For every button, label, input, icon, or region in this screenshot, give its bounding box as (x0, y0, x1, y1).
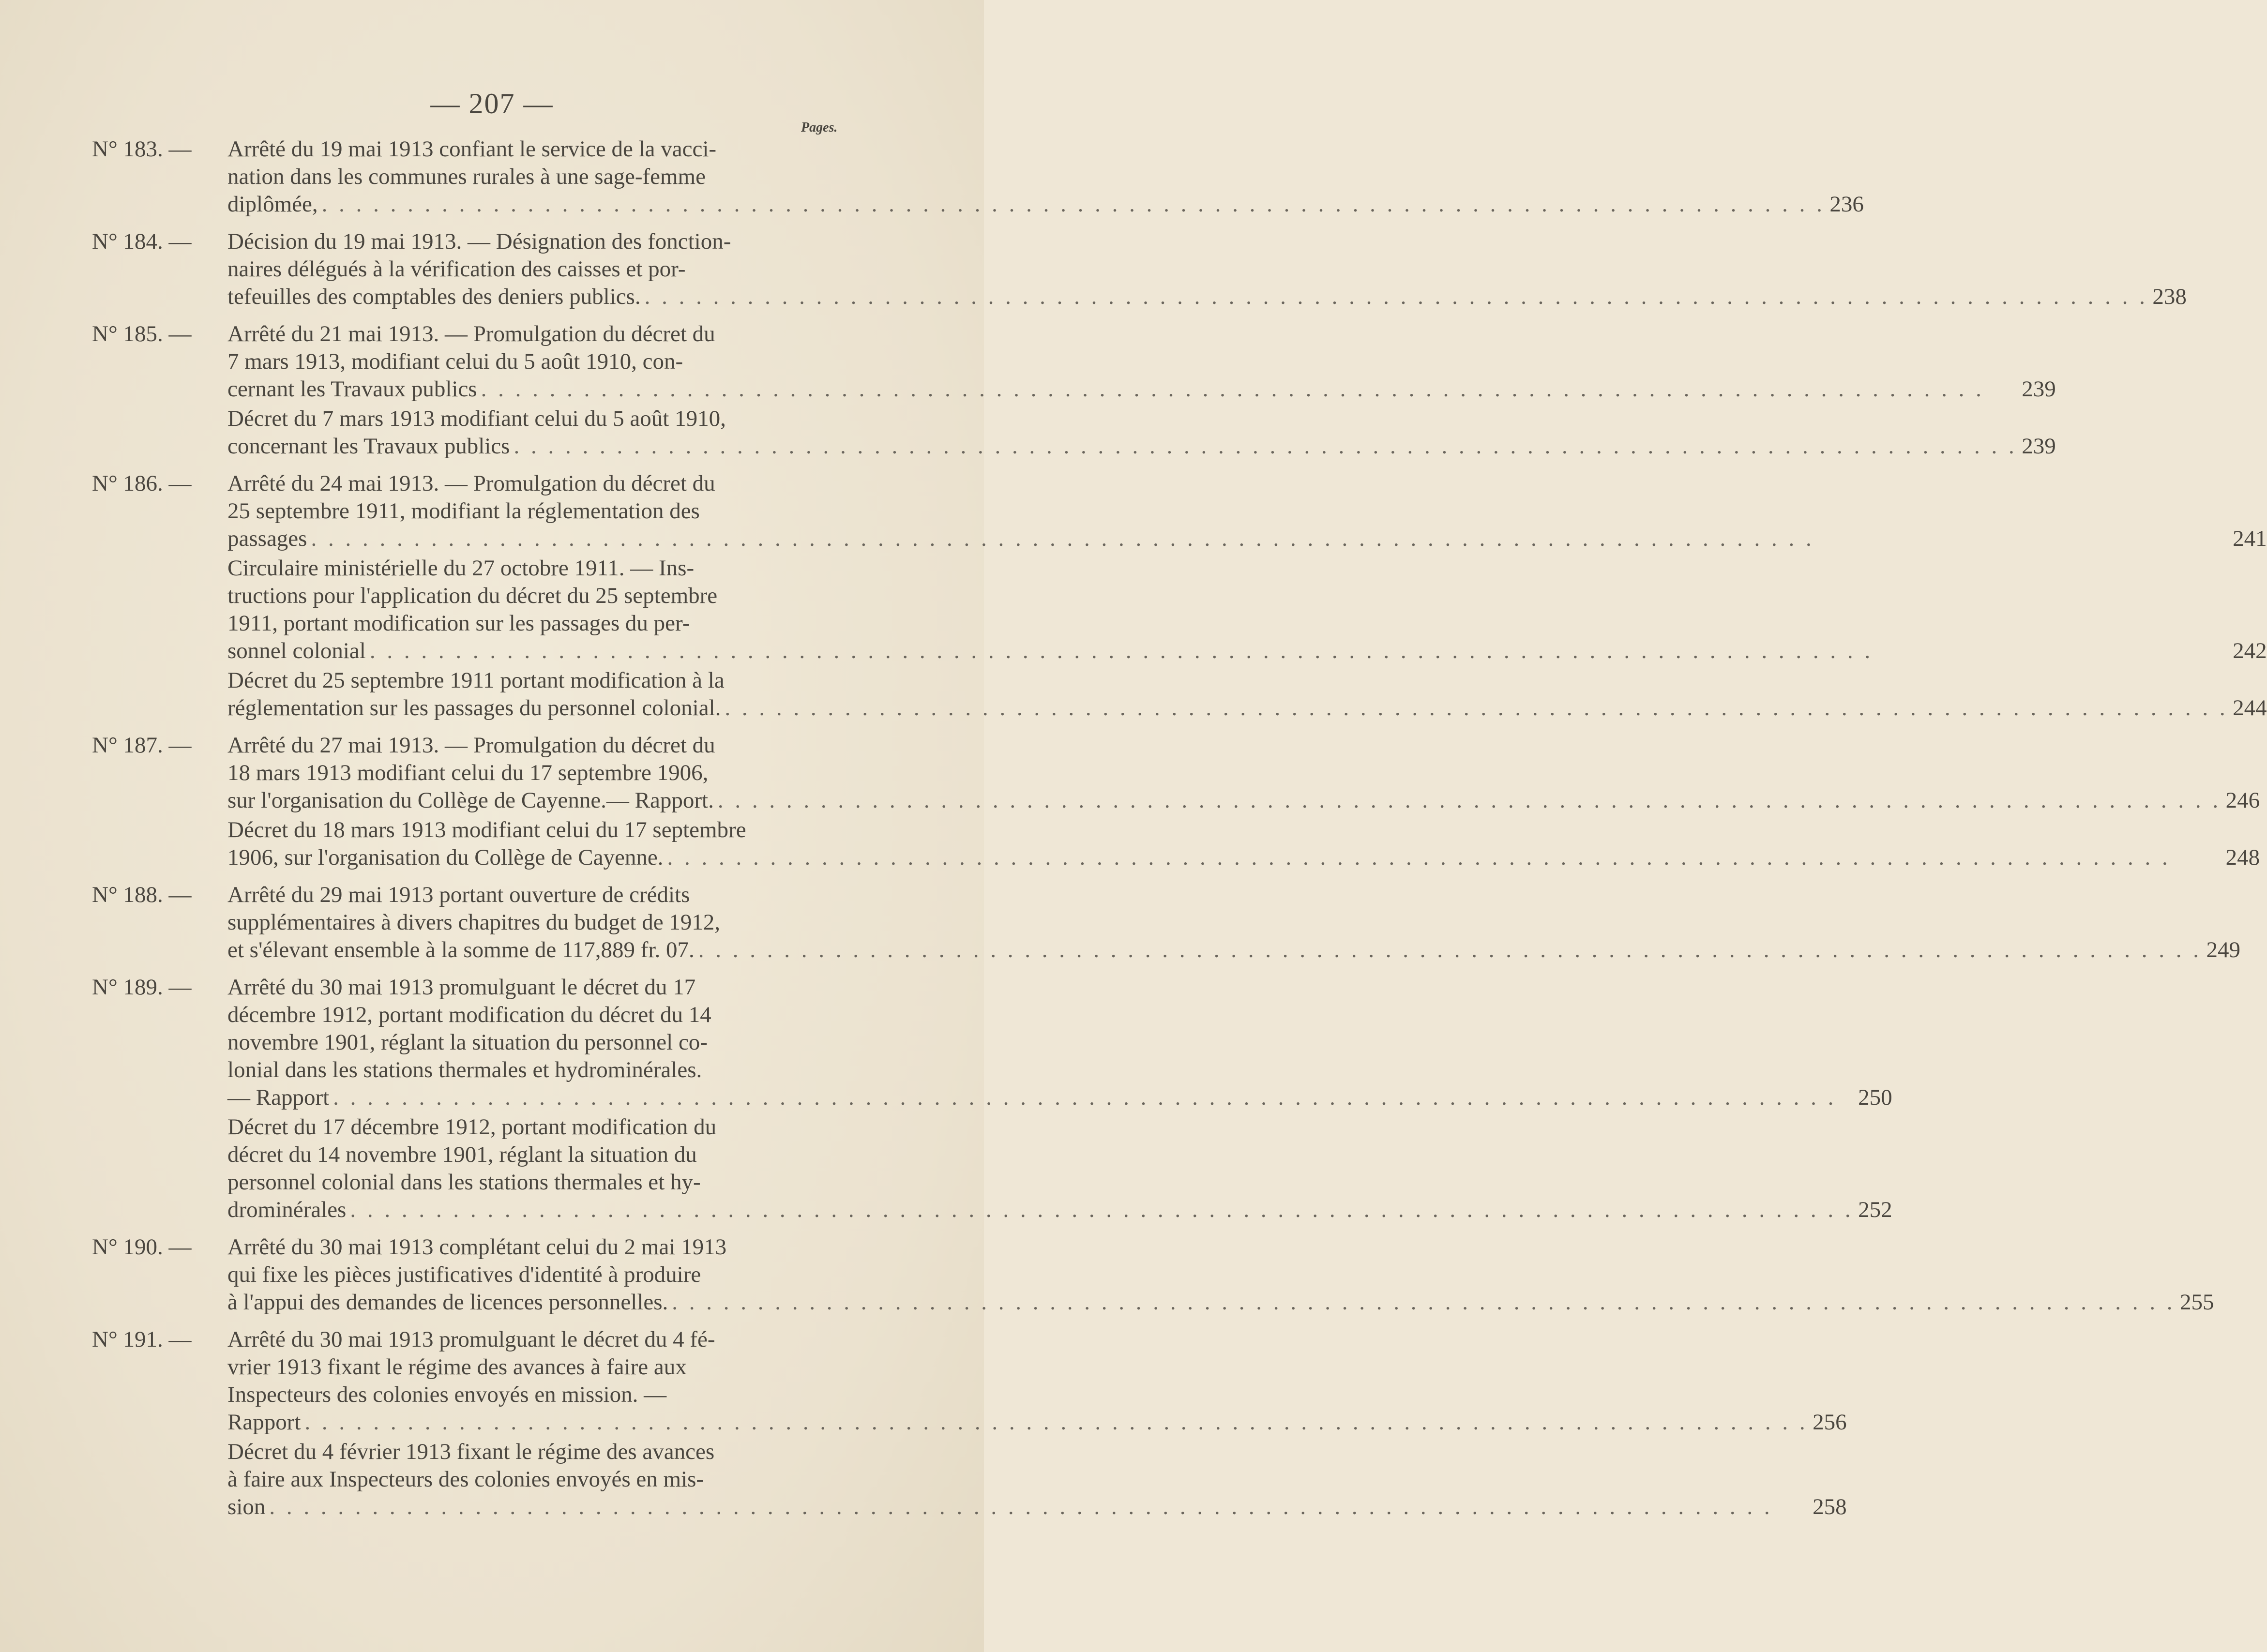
entry-body (227, 470, 2267, 722)
entry-last-line (227, 1084, 1892, 1111)
entry-line: qui fixe les pièces justificatives d'identité à produire (227, 1262, 701, 1287)
entry-body (227, 228, 2187, 311)
toc-entry (92, 881, 2240, 964)
entry-line: Arrêté du 30 mai 1913 promulguant le décret du 4 fé- (227, 1327, 715, 1352)
entry-text (227, 732, 2260, 814)
entry-body (227, 974, 1892, 1224)
toc-entry (92, 1326, 1847, 1521)
entry-number: N° 188. — (92, 882, 192, 907)
toc-entry (92, 135, 1864, 218)
entry-line: Arrêté du 30 mai 1913 promulguant le décret du 17 (227, 975, 696, 1000)
entry-last-line (227, 694, 2267, 722)
entry-last-line (227, 1493, 1847, 1521)
entry-line: Décret du 17 décembre 1912, portant modification du (227, 1114, 717, 1140)
leader-dots (667, 844, 2221, 871)
leader-dots (481, 375, 2017, 403)
entry-body (227, 1233, 2214, 1316)
entry-line: Décret du 18 mars 1913 modifiant celui du 17 septembre (227, 817, 746, 842)
entry-line: Arrêté du 24 mai 1913. — Promulgation du décret du (227, 471, 715, 496)
sub-entry (227, 405, 2056, 460)
entry-text (227, 974, 1892, 1111)
entry-line: Décret du 25 septembre 1911 portant modification à la (227, 668, 725, 693)
entry-line: Circulaire ministérielle du 27 octobre 1911. — Ins- (227, 556, 695, 581)
entry-line: 7 mars 1913, modifiant celui du 5 août 1910, con- (227, 349, 683, 374)
leader-dots (514, 433, 2017, 460)
page-number: 255 (2180, 1290, 2214, 1315)
page-number: 256 (1813, 1410, 1847, 1435)
entry-line-end: sur l'organisation du Collège de Cayenne.— Rapport. (227, 788, 714, 813)
page-number: 246 (2225, 788, 2260, 813)
entry-body (227, 1326, 1847, 1521)
toc-entry (92, 228, 2187, 311)
leader-dots (350, 1196, 1853, 1224)
leader-dots (333, 1084, 1853, 1111)
page-folio: — 207 — (430, 88, 554, 120)
entry-number: N° 190. — (92, 1234, 192, 1260)
entry-number: N° 183. — (92, 136, 192, 162)
page-number: 248 (2225, 845, 2260, 870)
entry-line: vrier 1913 fixant le régime des avances à faire aux (227, 1354, 687, 1380)
entry-body (227, 881, 2240, 964)
entry-line-end: réglementation sur les passages du personnel colonial. (227, 695, 721, 721)
entry-line: Décret du 4 février 1913 fixant le régime des avances (227, 1439, 715, 1464)
entry-line: Arrêté du 19 mai 1913 confiant le service de la vacci- (227, 136, 717, 162)
entry-last-line (227, 433, 2056, 460)
leader-dots (304, 1409, 1808, 1436)
page-number: 242 (2233, 638, 2267, 663)
entry-line: décret du 14 novembre 1901, réglant la situation du (227, 1142, 697, 1167)
entry-line-end: à l'appui des demandes de licences personnelles. (227, 1290, 668, 1315)
entry-last-line (227, 191, 1864, 218)
entry-last-line (227, 787, 2260, 814)
entry-line-end: Rapport (227, 1410, 301, 1435)
leader-dots (718, 787, 2221, 814)
page-number: 239 (2022, 376, 2056, 402)
page-number: 252 (1858, 1197, 1892, 1222)
page-number: 241 (2233, 526, 2267, 551)
entry-line-end: diplômée, (227, 192, 318, 217)
entry-text (227, 470, 2267, 553)
entry-line: Arrêté du 30 mai 1913 complétant celui du 2 mai 1913 (227, 1234, 727, 1260)
page-number: 244 (2233, 695, 2267, 721)
entry-last-line (227, 1409, 1847, 1436)
toc-entry (92, 470, 2267, 722)
entry-line: nation dans les communes rurales à une sage-femme (227, 164, 706, 189)
entry-body (227, 320, 2056, 460)
entry-last-line (227, 637, 2267, 665)
entry-line-end: sion (227, 1494, 266, 1519)
entry-line: 25 septembre 1911, modifiant la réglementation des (227, 498, 700, 524)
entry-text (227, 1233, 2214, 1316)
entry-line: novembre 1901, réglant la situation du personnel co- (227, 1030, 708, 1055)
entry-last-line (227, 1289, 2214, 1316)
toc-entry (92, 320, 2056, 460)
entry-line: 18 mars 1913 modifiant celui du 17 septembre 1906, (227, 760, 709, 785)
entry-line: naires délégués à la vérification des caisses et por- (227, 256, 686, 282)
page-number: 238 (2152, 284, 2187, 309)
entry-line-end: passages (227, 526, 307, 551)
entry-line: Arrêté du 29 mai 1913 portant ouverture de crédits (227, 882, 690, 907)
entry-number: N° 187. — (92, 733, 192, 758)
page-number: 258 (1813, 1494, 1847, 1519)
entry-line-end: tefeuilles des comptables des deniers publics. (227, 284, 641, 309)
entry-line: Arrêté du 21 mai 1913. — Promulgation du décret du (227, 321, 715, 346)
leader-dots (370, 637, 2228, 665)
entry-line-end: 1906, sur l'organisation du Collège de Cayenne. (227, 845, 664, 870)
entry-text (227, 881, 2240, 964)
entry-line-end: concernant les Travaux publics (227, 434, 510, 459)
leader-dots (672, 1289, 2175, 1316)
page-number: 250 (1858, 1085, 1892, 1110)
entry-last-line (227, 936, 2240, 964)
leader-dots (698, 936, 2202, 964)
entry-last-line (227, 283, 2187, 311)
entry-number: N° 189. — (92, 975, 192, 1000)
entry-number: N° 184. — (92, 229, 192, 254)
leader-dots (725, 694, 2228, 722)
entry-line: à faire aux Inspecteurs des colonies envoyés en mis- (227, 1467, 704, 1492)
entry-line: Décret du 7 mars 1913 modifiant celui du 5 août 1910, (227, 406, 726, 431)
entry-number: N° 186. — (92, 471, 192, 496)
entry-line: Inspecteurs des colonies envoyés en mission. — (227, 1382, 667, 1407)
sub-entry (227, 667, 2267, 722)
leader-dots (311, 525, 2228, 553)
toc-entry (92, 732, 2260, 871)
entry-text (227, 228, 2187, 311)
entry-last-line (227, 525, 2267, 553)
entry-line: décembre 1912, portant modification du décret du 14 (227, 1002, 711, 1027)
entry-text (227, 320, 2056, 403)
entry-body (227, 135, 1864, 218)
leader-dots (322, 191, 1825, 218)
toc-entry (92, 974, 1892, 1224)
pages-column-label: Pages. (801, 120, 838, 135)
entry-number: N° 185. — (92, 321, 192, 346)
toc-entry (92, 1233, 2214, 1316)
sub-entry (227, 1438, 1847, 1521)
entry-line: tructions pour l'application du décret du 25 septembre (227, 583, 718, 608)
entry-text (227, 135, 1864, 218)
leader-dots (269, 1493, 1808, 1521)
entry-line: lonial dans les stations thermales et hydrominérales. (227, 1057, 702, 1082)
entry-last-line (227, 375, 2056, 403)
entry-line: supplémentaires à divers chapitres du budget de 1912, (227, 910, 721, 935)
sub-entry (227, 1113, 1892, 1224)
entry-line-end: cernant les Travaux publics (227, 376, 477, 402)
entry-line: personnel colonial dans les stations thermales et hy- (227, 1170, 701, 1195)
sub-entry (227, 555, 2267, 665)
entry-line: Décision du 19 mai 1913. — Désignation des fonction- (227, 229, 731, 254)
entry-line-end: drominérales (227, 1197, 347, 1222)
sub-entry (227, 816, 2260, 871)
entry-number: N° 191. — (92, 1327, 192, 1352)
entry-last-line (227, 1196, 1892, 1224)
entry-line: 1911, portant modification sur les passages du per- (227, 611, 690, 636)
entry-last-line (227, 844, 2260, 871)
entry-line-end: et s'élevant ensemble à la somme de 117,889 fr. 07. (227, 937, 695, 962)
page-number: 249 (2206, 937, 2240, 962)
leader-dots (645, 283, 2148, 311)
table-of-contents (92, 135, 2267, 1531)
entry-body (227, 732, 2260, 871)
page-number: 236 (1829, 192, 1864, 217)
entry-line-end: — Rapport (227, 1085, 330, 1110)
entry-line-end: sonnel colonial (227, 638, 366, 663)
entry-line: Arrêté du 27 mai 1913. — Promulgation du décret du (227, 733, 715, 758)
entry-text (227, 1326, 1847, 1436)
page-number: 239 (2022, 434, 2056, 459)
